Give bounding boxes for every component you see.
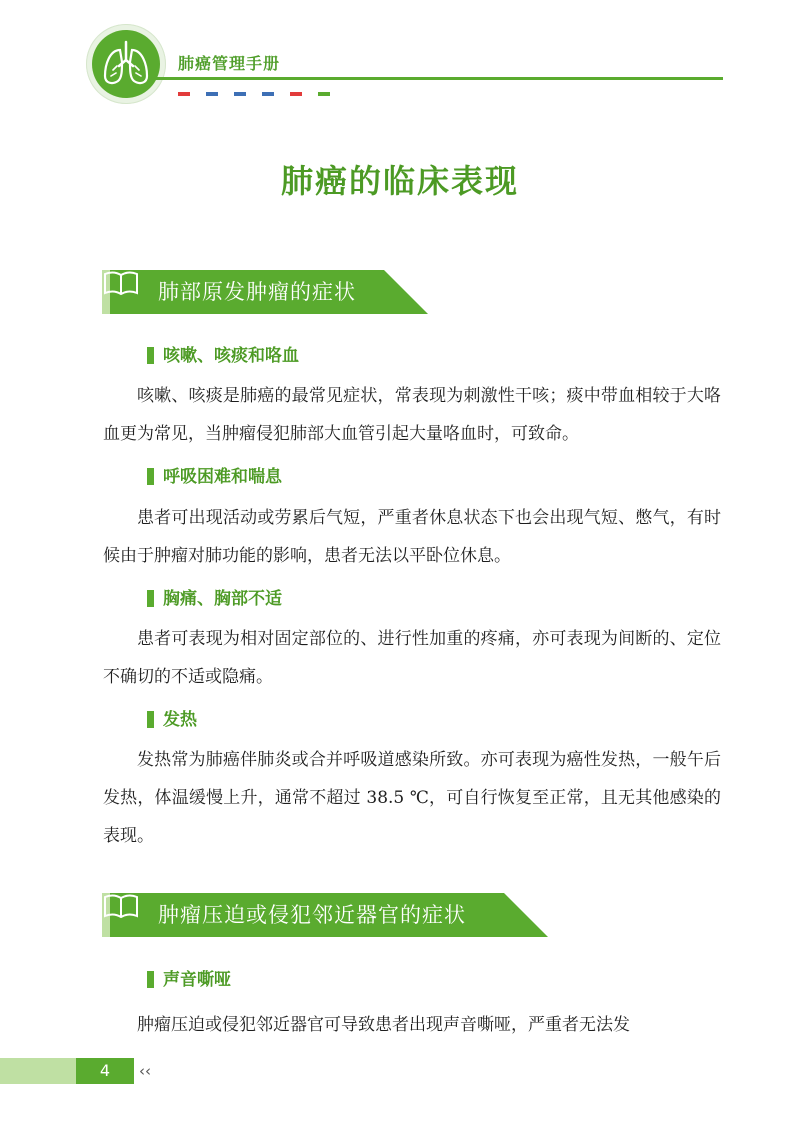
dash-2 xyxy=(206,92,218,96)
subsection-title-text: 发热 xyxy=(163,710,197,730)
open-book-icon xyxy=(102,270,140,296)
paragraph: 发热常为肺癌伴肺炎或合并呼吸道感染所致。亦可表现为癌性发热，一般午后发热，体温缓慢上升，通常不超过 38.5 ℃，可自行恢复至正常，且无其他感染的表现。 xyxy=(103,750,721,846)
paragraph: 患者可表现为相对固定部位的、进行性加重的疼痛，亦可表现为间断的、定位不确切的不适或隐痛。 xyxy=(103,629,721,687)
paragraph: 肿瘤压迫或侵犯邻近器官可导致患者出现声音嘶哑，严重者无法发 xyxy=(137,1015,630,1035)
dash-1 xyxy=(178,92,190,96)
lungs-icon xyxy=(92,30,160,98)
paragraph: 患者可出现活动或劳累后气短，严重者休息状态下也会出现气短、憋气，有时候由于肿瘤对肺功能的影响，患者无法以平卧位休息。 xyxy=(103,508,721,566)
subsection-title-text: 声音嘶哑 xyxy=(163,970,231,990)
bullet-bar xyxy=(147,971,154,988)
dash-6 xyxy=(318,92,330,96)
page-title: 肺癌的临床表现 xyxy=(280,162,519,200)
back-nav-icon[interactable]: ‹‹ xyxy=(139,1062,151,1080)
subsection-title-text: 呼吸困难和喘息 xyxy=(163,467,282,487)
header-divider xyxy=(150,77,723,80)
section-heading: 肺部原发肿瘤的症状 xyxy=(158,280,356,304)
dash-4 xyxy=(262,92,274,96)
dash-5 xyxy=(290,92,302,96)
dash-3 xyxy=(234,92,246,96)
page-number: 4 xyxy=(76,1058,134,1084)
open-book-icon xyxy=(102,893,140,919)
bullet-bar xyxy=(147,347,154,364)
paragraph: 咳嗽、咳痰是肺癌的最常见症状，常表现为刺激性干咳；痰中带血相较于大咯血更为常见，当肿瘤侵犯肺部大血管引起大量咯血时，可致命。 xyxy=(103,386,721,444)
bullet-bar xyxy=(147,711,154,728)
bullet-bar xyxy=(147,468,154,485)
section-banner-1 xyxy=(102,270,428,314)
subsection-title-text: 胸痛、胸部不适 xyxy=(163,589,282,609)
subsection-title-text: 咳嗽、咳痰和咯血 xyxy=(163,346,299,366)
section-banner-2 xyxy=(102,893,548,937)
bullet-bar xyxy=(147,590,154,607)
header-title: 肺癌管理手册 xyxy=(178,54,281,73)
footer-bar xyxy=(0,1058,76,1084)
section-heading: 肿瘤压迫或侵犯邻近器官的症状 xyxy=(158,903,466,927)
